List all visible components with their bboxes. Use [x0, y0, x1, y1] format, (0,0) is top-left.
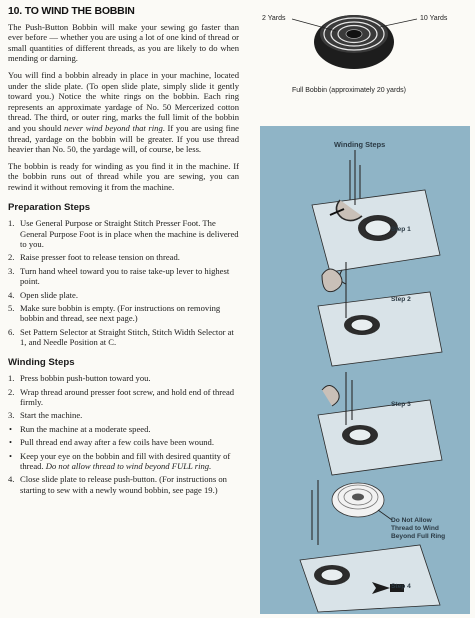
step-text: Raise presser foot to release tension on thread.: [20, 252, 180, 263]
step-3-label: Step 3: [391, 401, 411, 408]
step-number: 5.: [8, 302, 15, 313]
warning-line: Do Not Allow: [391, 517, 432, 524]
ready-paragraph: The bobbin is ready for winding as you find it in the machine. If the bobbin runs out of thread while you are sewing, you can rewind it without removing it from the machine.: [8, 160, 239, 192]
rings-text-a: You will find a bobbin already in place in your machine, located under the slide plate. (To open slide plate, simply slide it gently toward you.) Notice the white rings on the bobbin. Each ring represents an approximate yardage of No. 50 Mercerized cotton thread. The third, or outer ring, marks the full limit of the bobbin and you should: [8, 69, 239, 133]
section-title: 10. TO WIND THE BOBBIN: [8, 5, 135, 17]
warning-line: Thread to Wind: [391, 525, 439, 532]
step-text: Press bobbin push-button toward you.: [20, 373, 151, 384]
winding-heading: Winding Steps: [8, 356, 75, 368]
bullet-text: Run the machine at a moderate speed.: [20, 423, 151, 434]
step-number: 3.: [8, 265, 15, 276]
keep-eye-emphasis: Do not allow thread to wind beyond FULL ring.: [45, 461, 212, 471]
step-2-label: Step 2: [391, 296, 411, 303]
step-number: 6.: [8, 326, 15, 337]
preparation-heading: Preparation Steps: [8, 201, 91, 213]
bullet-text: Pull thread end away after a few coils have been wound.: [20, 437, 215, 448]
label-full-bobbin: Full Bobbin (approximately 20 yards): [292, 87, 406, 94]
step-1-label: Step 1: [391, 226, 411, 233]
full-bobbin-illustration: [292, 15, 417, 69]
keep-eye-text: Keep your eye on the bobbin and fill with desired quantity of thread.: [20, 450, 231, 471]
step-text: Make sure bobbin is empty. (For instructions on removing bobbin and thread, see next page.): [20, 302, 221, 324]
step-text: Open slide plate.: [20, 289, 78, 300]
label-10-yards: 10 Yards: [420, 15, 448, 22]
panel-title: Winding Steps: [334, 140, 386, 149]
rings-text-b: . If you are using fine thread, yardage on the bobbin will be greater. If you use thread heavier than No. 50, the yardage will, of course, be less.: [8, 122, 239, 155]
bullet-dot: •: [9, 450, 13, 461]
step-number: 2.: [8, 386, 15, 397]
step-text: Wrap thread around presser foot screw, and hold end of thread firmly.: [20, 386, 235, 407]
label-2-yards: 2 Yards: [262, 15, 286, 22]
bullet-dot: •: [9, 437, 13, 448]
warning-line: Beyond Full Ring: [391, 533, 446, 540]
rings-text-emphasis: never wind beyond that ring: [64, 122, 163, 133]
step-number: 4.: [8, 289, 15, 300]
step-text: Set Pattern Selector at Straight Stitch, Stitch Width Selector at 1, and Needle Position at C.: [20, 326, 234, 348]
bullet-dot: •: [9, 423, 13, 434]
step-text: Start the machine.: [20, 410, 83, 421]
warning-label: [391, 517, 445, 541]
intro-paragraph: The Push-Button Bobbin will make your sewing go faster than ever before — whether you are using a lot of one kind of thread or small quantities of different threads, as you are likely to do when mending or darning.: [8, 21, 239, 64]
step-text: Close slide plate to release push-button. (For instructions on starting to sew with a newly wound bobbin, see page 19.): [20, 474, 227, 495]
step-number: 1.: [8, 373, 15, 384]
step-number: 2.: [8, 252, 15, 263]
step-text: Use General Purpose or Straight Stitch Presser Foot. The General Purpose Foot is in place when the machine is delivered to you.: [20, 218, 239, 249]
step-number: 3.: [8, 410, 15, 421]
step-number: 1.: [8, 218, 15, 229]
step-text: Turn hand wheel toward you to raise take-up lever to highest point.: [20, 265, 230, 287]
step-4-label: Step 4: [391, 583, 411, 590]
step-number: 4.: [8, 474, 15, 485]
